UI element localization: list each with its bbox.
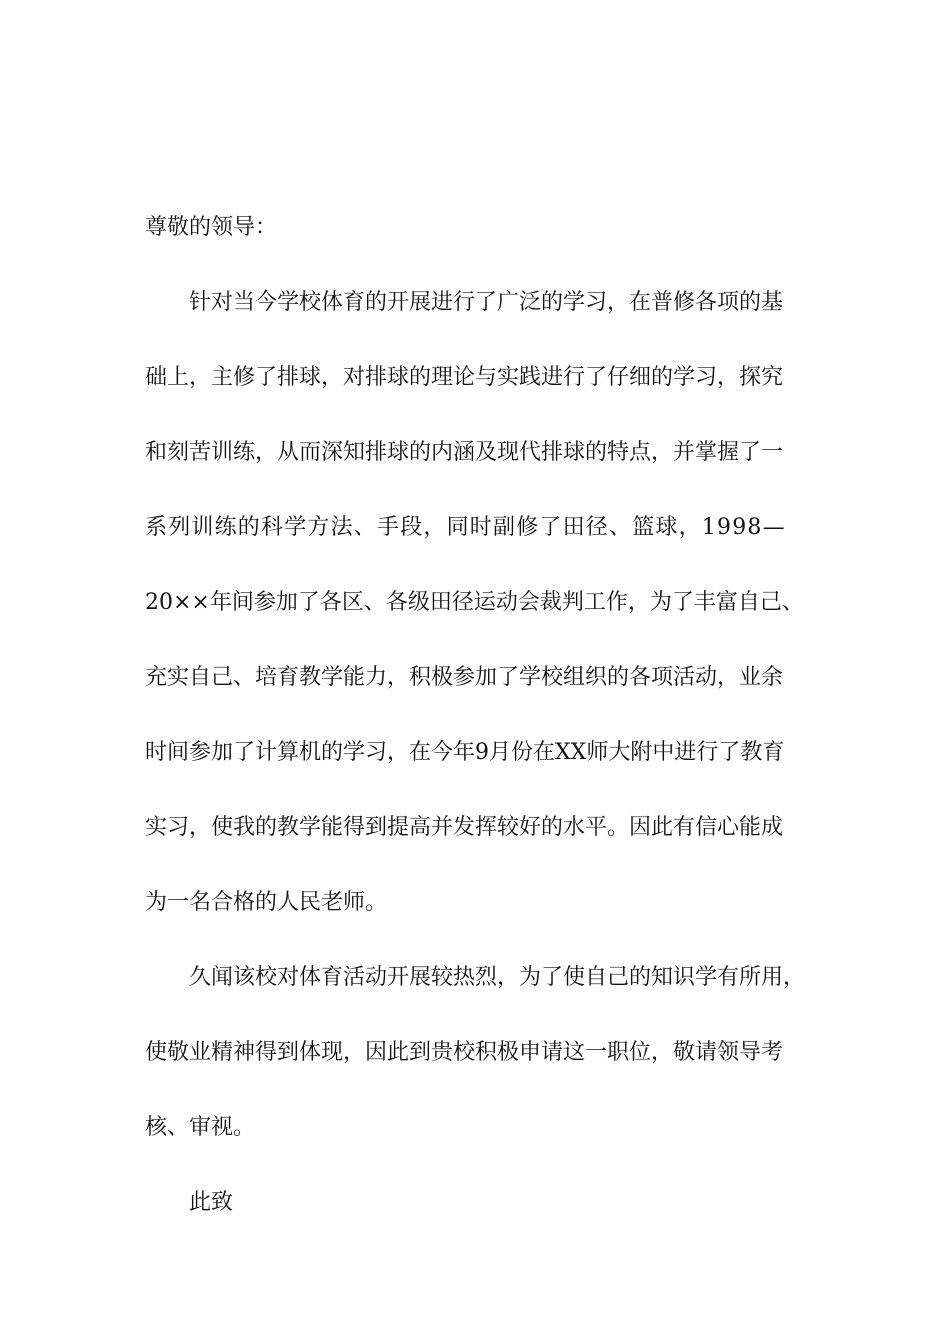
paragraph-2-line-1: 久闻该校对体育活动开展较热烈，为了使自己的知识学有所用，: [189, 965, 806, 990]
paragraph-1-line-5: 20××年间参加了各区、各级田径运动会裁判工作，为了丰富自己、: [145, 590, 804, 615]
salutation: 尊敬的领导：: [145, 215, 278, 240]
paragraph-1-line-9: 为一名合格的人民老师。: [145, 890, 388, 915]
paragraph-2-line-2: 使敬业精神得到体现，因此到贵校积极申请这一职位，敬请领导考: [145, 1040, 784, 1065]
paragraph-1-line-4: 系列训练的科学方法、手段，同时副修了田径、篮球，1998—: [145, 515, 786, 540]
paragraph-1-line-6: 充实自己、培育教学能力，积极参加了学校组织的各项活动，业余: [145, 665, 784, 690]
paragraph-1-line-1: 针对当今学校体育的开展进行了广泛的学习，在普修各项的基: [189, 290, 784, 315]
closing: 此致: [189, 1190, 234, 1215]
paragraph-2-line-3: 核、审视。: [145, 1115, 256, 1140]
paragraph-1-line-8: 实习，使我的教学能得到提高并发挥较好的水平。因此有信心能成: [145, 815, 784, 840]
paragraph-1-line-3: 和刻苦训练，从而深知排球的内涵及现代排球的特点，并掌握了一: [145, 440, 784, 465]
paragraph-1-line-2: 础上，主修了排球，对排球的理论与实践进行了仔细的学习，探究: [145, 365, 784, 390]
paragraph-1-line-7: 时间参加了计算机的学习，在今年9月份在XX师大附中进行了教育: [145, 740, 785, 765]
